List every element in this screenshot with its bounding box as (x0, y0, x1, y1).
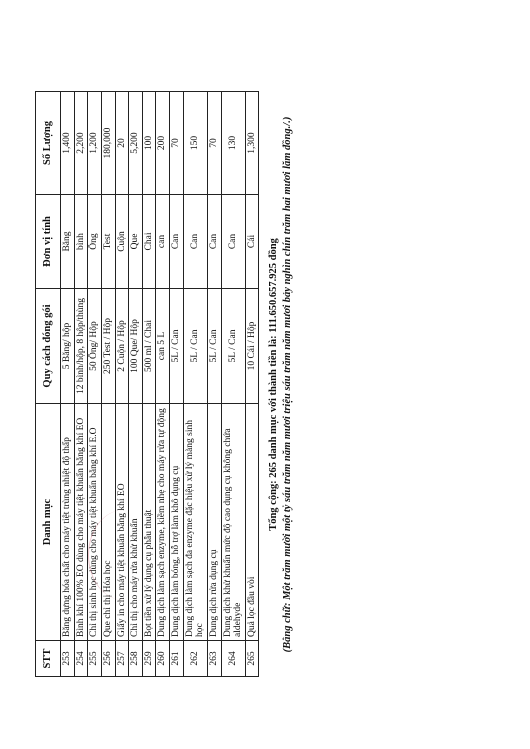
cell-name: Bình khí 100% EO dùng cho máy tiệt khuẩn bằng khí EO (74, 404, 88, 641)
cell-qty: 20 (115, 92, 129, 195)
cell-name: Dung dịch rửa dụng cụ (207, 404, 221, 641)
amount-in-words: (Bằng chữ: Một trăm mười một tỷ sáu trăm năm mươi triệu sáu trăm năm mươi bảy nghìn chín trăm hai mươi lăm đồng./.) (281, 116, 293, 653)
cell-qty: 2,200 (74, 92, 88, 195)
cell-name: Chỉ thị cho máy rửa khử khuẩn (129, 404, 143, 641)
cell-unit: Can (207, 195, 221, 289)
cell-pack: 100 Que/ Hộp (129, 289, 143, 404)
table-row (156, 92, 170, 677)
cell-stt: 254 (74, 641, 88, 677)
cell-unit: Chai (142, 195, 156, 289)
cell-unit: Can (183, 195, 207, 289)
total-line: Tổng cộng: 265 danh mục với thành tiền là: 111.650.657.925 đồng (268, 238, 280, 531)
cell-name: Bọt tiền xử lý dụng cụ phẫu thuật (142, 404, 156, 641)
rotated-page-content (35, 92, 355, 677)
cell-stt: 262 (183, 641, 207, 677)
cell-pack: 500 ml / Chai (142, 289, 156, 404)
cell-stt: 253 (61, 641, 75, 677)
cell-qty: 1,200 (88, 92, 102, 195)
cell-qty: 1,300 (245, 92, 259, 195)
cell-stt: 257 (115, 641, 129, 677)
cell-unit: Cuộn (115, 195, 129, 289)
cell-unit: Cái (245, 195, 259, 289)
cell-qty: 200 (156, 92, 170, 195)
cell-stt: 264 (221, 641, 245, 677)
cell-pack: 5L / Can (170, 289, 184, 404)
cell-pack: 250 Test / Hộp (101, 289, 115, 404)
table-row (170, 92, 184, 677)
table-row (129, 92, 143, 677)
cell-stt: 255 (88, 641, 102, 677)
table-row (221, 92, 245, 677)
header-so-luong: Số Lượng (36, 92, 61, 195)
cell-unit: Can (170, 195, 184, 289)
cell-stt: 263 (207, 641, 221, 677)
cell-stt: 265 (245, 641, 259, 677)
cell-qty: 70 (170, 92, 184, 195)
table-row (183, 92, 207, 677)
cell-stt: 258 (129, 641, 143, 677)
cell-pack: 5 Băng/ hộp (61, 289, 75, 404)
cell-name: Giấy in cho máy tiệt khuẩn bằng khí EO (115, 404, 129, 641)
cell-qty: 180,000 (101, 92, 115, 195)
table-row (61, 92, 75, 677)
cell-name: Dung dịch khử khuẩn mức độ cao dụng cụ không chứa aldehyde (221, 404, 245, 641)
cell-name: Quả lọc đầu vòi (245, 404, 259, 641)
cell-pack: can 5 L (156, 289, 170, 404)
cell-stt: 259 (142, 641, 156, 677)
cell-qty: 130 (221, 92, 245, 195)
cell-stt: 260 (156, 641, 170, 677)
table-row (101, 92, 115, 677)
cell-qty: 150 (183, 92, 207, 195)
cell-pack: 5L / Can (221, 289, 245, 404)
table-row (245, 92, 259, 677)
cell-name: Dung dịch làm bóng, hỗ trợ làm khô dụng cụ (170, 404, 184, 641)
cell-pack: 50 Ống/ Hộp (88, 289, 102, 404)
cell-unit: can (156, 195, 170, 289)
product-table (35, 91, 259, 677)
header-stt: STT (36, 641, 61, 677)
cell-name: Chỉ thị sinh học dùng cho máy tiệt khuẩn bằng khí E.O (88, 404, 102, 641)
table-row (115, 92, 129, 677)
cell-qty: 100 (142, 92, 156, 195)
cell-name: Que chỉ thị Hóa học (101, 404, 115, 641)
cell-pack: 5L / Can (207, 289, 221, 404)
cell-pack: 10 Cái / Hộp (245, 289, 259, 404)
cell-pack: 2 Cuộn / Hộp (115, 289, 129, 404)
header-quy-cach: Quy cách đóng gói (36, 289, 61, 404)
cell-name: Băng dựng hóa chất cho máy tiệt trùng nhiệt độ thấp (61, 404, 75, 641)
cell-qty: 5,200 (129, 92, 143, 195)
header-don-vi: Đơn vị tính (36, 195, 61, 289)
cell-qty: 70 (207, 92, 221, 195)
cell-pack: 5L / Can (183, 289, 207, 404)
summary-block (267, 92, 293, 677)
cell-stt: 261 (170, 641, 184, 677)
header-danh-muc: Danh mục (36, 404, 61, 641)
cell-unit: Can (221, 195, 245, 289)
cell-unit: Que (129, 195, 143, 289)
table-header-row (36, 92, 61, 677)
table-row (88, 92, 102, 677)
cell-unit: Ống (88, 195, 102, 289)
cell-stt: 256 (101, 641, 115, 677)
cell-unit: Test (101, 195, 115, 289)
table-row (207, 92, 221, 677)
cell-pack: 12 bình/hộp, 8 hộp/thùng (74, 289, 88, 404)
cell-name: Dung dịch làm sạch enzyme, kiềm nhẹ cho máy rửa tự động (156, 404, 170, 641)
cell-unit: bình (74, 195, 88, 289)
cell-unit: Băng (61, 195, 75, 289)
cell-qty: 1,400 (61, 92, 75, 195)
table-row (74, 92, 88, 677)
cell-name: Dung dịch làm sạch đa enzyme đặc hiệu xử lý màng sinh học (183, 404, 207, 641)
table-row (142, 92, 156, 677)
